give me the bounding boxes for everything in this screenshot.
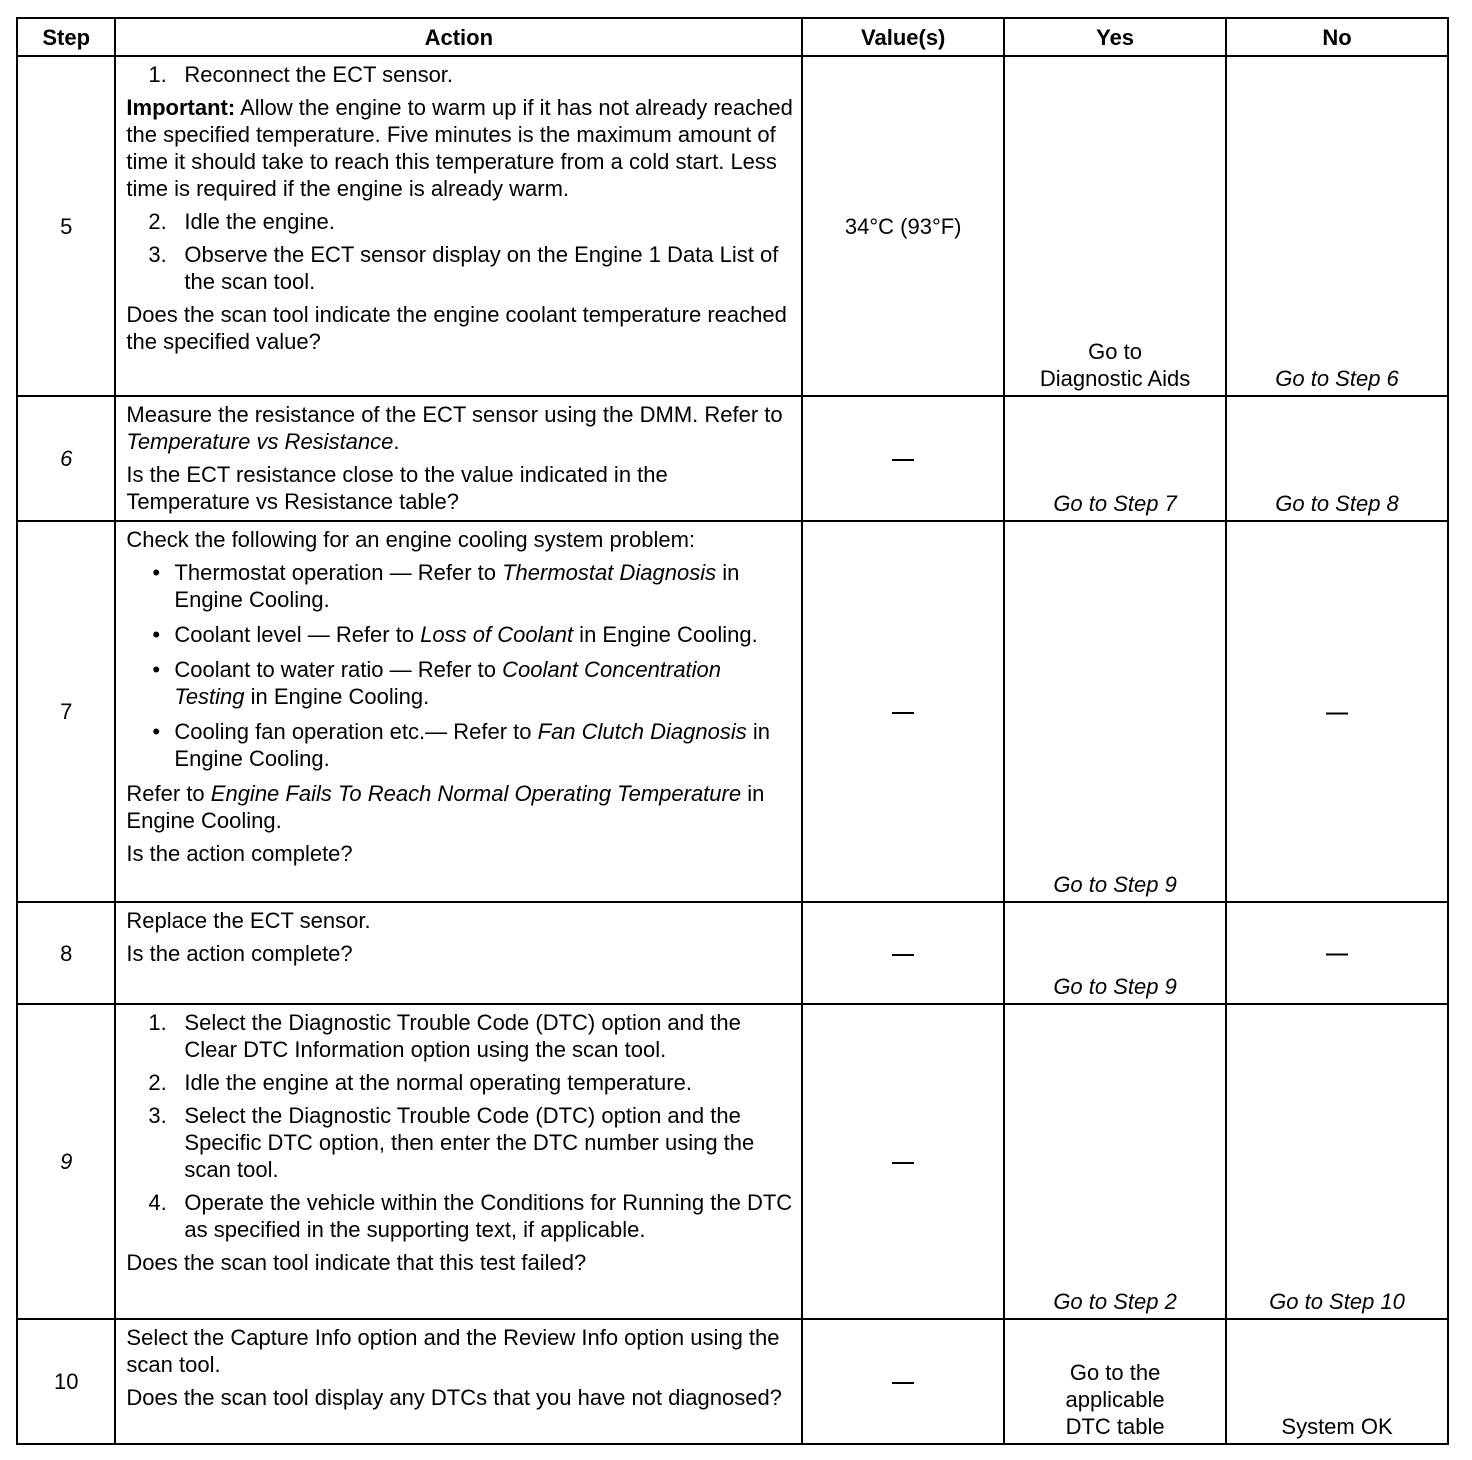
no-cell <box>1226 521 1448 902</box>
no-cell: System OK <box>1226 1319 1448 1444</box>
action-cell <box>115 521 802 902</box>
action-item: 3. Observe the ECT sensor display on the Engine 1 Data List of the scan tool. <box>148 242 779 294</box>
value-cell <box>802 396 1004 521</box>
value-cell <box>802 521 1004 902</box>
check-item: • Thermostat operation — Refer to Thermostat Diagnosis in Engine Cooling. <box>126 559 793 613</box>
step-number: 5 <box>17 56 115 396</box>
action-text: Select the Capture Info option and the Review Info option using the scan tool. <box>126 1325 780 1377</box>
step-number: 7 <box>17 521 115 902</box>
no-cell: Go to Step 8 <box>1226 396 1448 521</box>
action-cell <box>115 396 802 521</box>
action-cell <box>115 902 802 1004</box>
action-item: 3. Select the Diagnostic Trouble Code (DTC) option and the Specific DTC option, then enter the DTC number using the scan tool. <box>148 1103 755 1182</box>
action-question: Does the scan tool indicate the engine coolant temperature reached the specified value? <box>126 302 787 354</box>
action-question: Does the scan tool indicate that this test failed? <box>126 1250 587 1275</box>
table-row-step-5 <box>17 56 1448 396</box>
action-cell <box>115 56 802 396</box>
dash-mark <box>892 1162 914 1164</box>
step-number: 9 <box>17 1004 115 1319</box>
diagnostic-table <box>16 17 1449 1445</box>
value-cell <box>802 902 1004 1004</box>
step-number: 10 <box>17 1319 115 1444</box>
action-question: Is the action complete? <box>126 941 353 966</box>
table-header-row <box>17 18 1448 56</box>
yes-cell: Go to Step 7 <box>1004 396 1226 521</box>
action-question: Is the ECT resistance close to the value indicated in the Temperature vs Resistance table? <box>126 462 668 514</box>
action-item: 2. Idle the engine at the normal operating temperature. <box>148 1070 692 1095</box>
check-item: • Coolant to water ratio — Refer to Coolant Concentration Testing in Engine Cooling. <box>126 656 793 710</box>
value-cell: 34°C (93°F) <box>802 56 1004 396</box>
action-question: Does the scan tool display any DTCs that you have not diagnosed? <box>126 1385 782 1410</box>
action-reference: Refer to Engine Fails To Reach Normal Operating Temperature in Engine Cooling. <box>126 781 765 833</box>
yes-cell: Go to Step 2 <box>1004 1004 1226 1319</box>
no-cell: Go to Step 10 <box>1226 1004 1448 1319</box>
step-number: 6 <box>17 396 115 521</box>
yes-cell: Go to Step 9 <box>1004 521 1226 902</box>
table-row-step-10 <box>17 1319 1448 1444</box>
header-values: Value(s) <box>802 18 1004 56</box>
table-row-step-6 <box>17 396 1448 521</box>
yes-cell: Go to Diagnostic Aids <box>1004 56 1226 396</box>
step-number: 8 <box>17 902 115 1004</box>
action-intro: Check the following for an engine cooling system problem: <box>126 527 696 552</box>
no-cell <box>1226 902 1448 1004</box>
no-cell: Go to Step 6 <box>1226 56 1448 396</box>
dash-mark <box>892 1382 914 1384</box>
dash-mark <box>892 712 914 714</box>
action-cell <box>115 1319 802 1444</box>
action-item: 1. Select the Diagnostic Trouble Code (DTC) option and the Clear DTC Information option using the scan tool. <box>148 1010 741 1062</box>
header-action: Action <box>115 18 802 56</box>
action-text: Measure the resistance of the ECT sensor using the DMM. Refer to Temperature vs Resistance. <box>126 402 783 454</box>
check-item: • Cooling fan operation etc.— Refer to Fan Clutch Diagnosis in Engine Cooling. <box>126 718 793 772</box>
dash-mark <box>1326 712 1348 714</box>
action-text: Replace the ECT sensor. <box>126 908 371 933</box>
header-no: No <box>1226 18 1448 56</box>
dash-mark <box>892 954 914 956</box>
value-cell <box>802 1004 1004 1319</box>
header-step: Step <box>17 18 115 56</box>
dash-mark <box>1326 954 1348 956</box>
dash-mark <box>892 459 914 461</box>
action-cell <box>115 1004 802 1319</box>
yes-cell: Go to the applicable DTC table <box>1004 1319 1226 1444</box>
action-question: Is the action complete? <box>126 841 353 866</box>
check-item: • Coolant level — Refer to Loss of Coolant in Engine Cooling. <box>126 621 793 648</box>
table-row-step-7 <box>17 521 1448 902</box>
action-item: 4. Operate the vehicle within the Conditions for Running the DTC as specified in the supporting text, if applicable. <box>148 1190 793 1242</box>
important-note: Important: Allow the engine to warm up if it has not already reached the specified temperature. Five minutes is the maximum amount of time it should take to reach this temperature from a cold start. Less time is required if the engine is already warm. <box>126 95 793 201</box>
table-row-step-9 <box>17 1004 1448 1319</box>
table-row-step-8 <box>17 902 1448 1004</box>
header-yes: Yes <box>1004 18 1226 56</box>
yes-cell: Go to Step 9 <box>1004 902 1226 1004</box>
action-item: 1. Reconnect the ECT sensor. <box>148 62 454 87</box>
value-cell <box>802 1319 1004 1444</box>
action-item: 2. Idle the engine. <box>148 209 335 234</box>
